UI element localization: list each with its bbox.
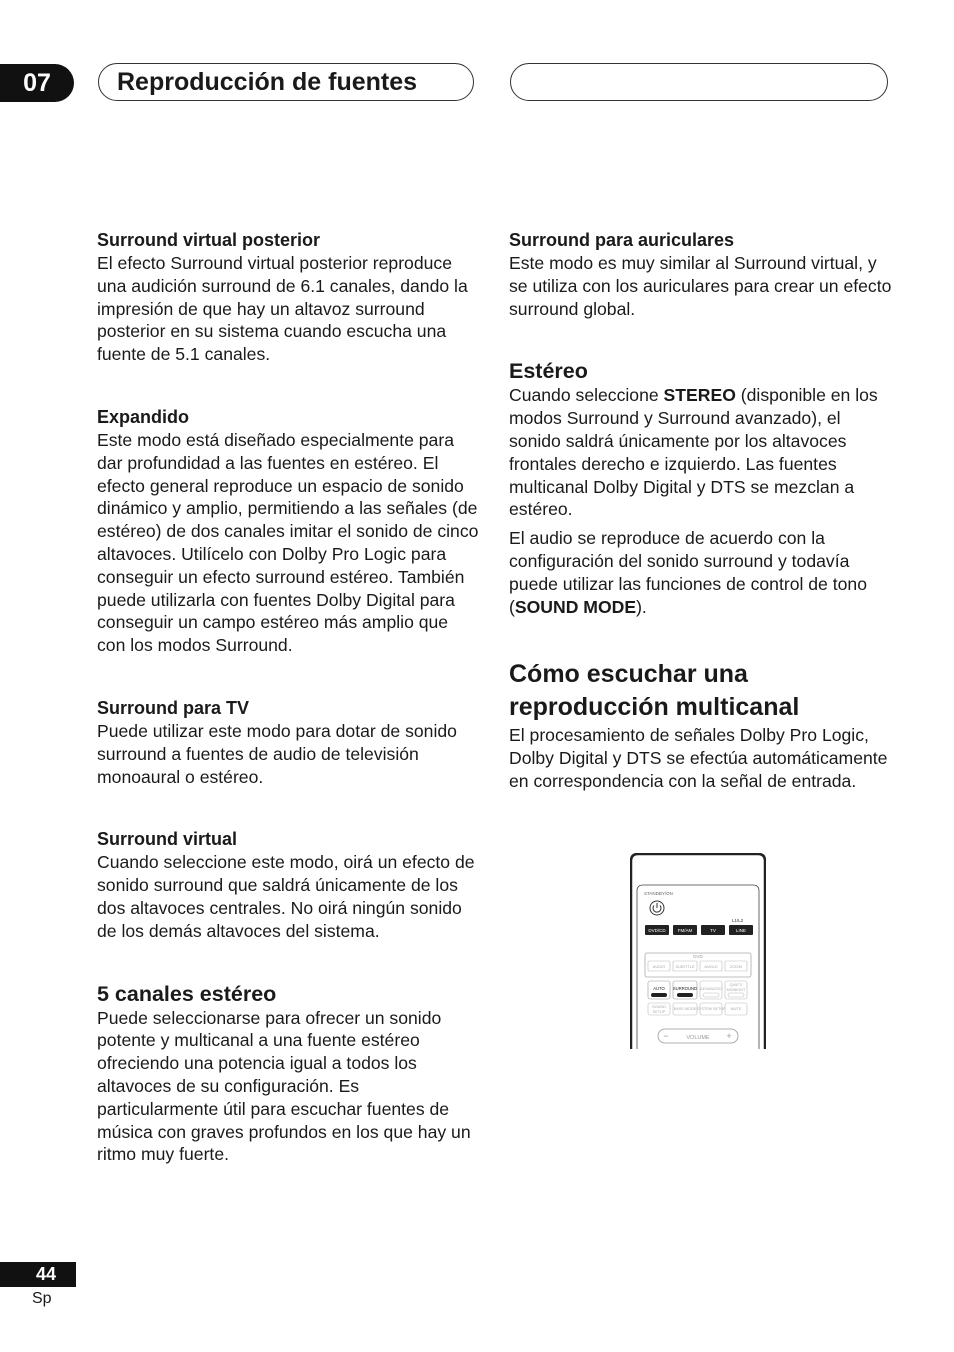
surround-virtual-posterior-heading: Surround virtual posterior <box>97 230 321 250</box>
cinco-canales-heading: 5 canales estéreo <box>97 981 277 1006</box>
svg-text:QUIET/: QUIET/ <box>729 983 743 987</box>
svg-text:SOUND: SOUND <box>652 1005 666 1009</box>
svg-text:AUDIO: AUDIO <box>652 964 666 969</box>
svg-text:DVD: DVD <box>693 954 703 959</box>
svg-text:LINE: LINE <box>735 928 747 933</box>
header-blank-box <box>510 63 888 101</box>
svg-text:SURROUND: SURROUND <box>672 986 698 991</box>
surround-auriculares-text: Este modo es muy similar al Surround virtual, y se utiliza con los auriculares para crear un efecto surround global. <box>509 253 892 319</box>
svg-text:+: + <box>726 1031 732 1041</box>
surround-virtual-heading: Surround virtual <box>97 829 238 850</box>
surround-virtual-posterior-text: El efecto Surround virtual posterior reproduce una audición surround de 6.1 canales, dando la impresión de que hay un altavoz surround posterior en su sistema cuando escucha una fuente de 5.1 canales. <box>97 253 468 365</box>
estereo-paragraph-1: Cuando seleccione STEREO (disponible en los modos Surround y Surround avanzado), el sonido saldrá únicamente por los altavoces frontales derecho e izquierdo. Las fuentes multicanal Dolby Digital y DTS se mezclan a estéreo. <box>509 385 878 520</box>
svg-text:SYSTEM SETUP: SYSTEM SETUP <box>696 1007 726 1011</box>
svg-text:STANDBY/ON: STANDBY/ON <box>644 891 673 896</box>
svg-text:TV: TV <box>710 928 716 933</box>
svg-text:DVD/CD: DVD/CD <box>648 928 666 933</box>
chapter-title-text: Reproducción de fuentes <box>117 67 418 96</box>
expandido-heading: Expandido <box>97 406 190 427</box>
expandido-text: Este modo está diseñado especialmente para dar profundidad a las fuentes en estéreo. El efecto general reproduce un espacio de sonido dinámico y amplio, permitiendo a las señales (de estéreo) de dos canales imitar el sonido de cinco altavoces. Utilícelo con Dolby Pro Logic para conseguir un efecto surround estéreo. También puede utilizarla con fuentes Dolby Digital para conseguir un campo estéreo más amplio que con los modos Surround. <box>97 429 479 656</box>
cinco-canales-text: Puede seleccionarse para ofrecer un sonido potente y multicanal a una fuente estéreo ofreciendo una potencia igual a todos los altavoces de su configuración. Es particularmente útil para escuchar fuentes de música con graves profundos en los que hay un ritmo muy fuerte. <box>97 1007 471 1165</box>
multicanal-text: El procesamiento de señales Dolby Pro Logic, Dolby Digital y DTS se efectúa automáticamente en correspondencia con la señal de entrada. <box>509 725 888 791</box>
remote-control-illustration <box>630 853 766 1049</box>
chapter-number: 07 <box>0 64 74 102</box>
svg-text:−: − <box>663 1031 669 1041</box>
surround-virtual-text: Cuando seleccione este modo, oirá un efecto de sonido surround que saldrá únicamente de los dos altavoces centrales. No oirá ningún sonido de los demás altavoces del sistema. <box>97 852 475 941</box>
svg-text:SETUP: SETUP <box>652 1010 666 1014</box>
svg-text:ZOOM: ZOOM <box>730 964 742 969</box>
svg-text:VOLUME: VOLUME <box>686 1035 710 1041</box>
svg-text:ANGLE: ANGLE <box>704 964 718 969</box>
left-column <box>97 229 481 1166</box>
language-code: Sp <box>32 1290 52 1307</box>
estereo-paragraph-2: El audio se reproduce de acuerdo con la configuración del sonido surround y todavía puede utilizar las funciones de control de tono (SOUND MODE). <box>509 528 867 617</box>
svg-text:BASS MODE: BASS MODE <box>673 1007 697 1011</box>
chapter-title <box>98 63 474 101</box>
estereo-heading: Estéreo <box>509 359 588 384</box>
surround-tv-text: Puede utilizar este modo para dotar de sonido surround a fuentes de audio de televisión monoaural o estéreo. <box>97 720 457 787</box>
svg-text:MUTE: MUTE <box>730 1007 742 1011</box>
svg-text:SUBTITLE: SUBTITLE <box>675 964 695 969</box>
svg-text:MIDNIGHT: MIDNIGHT <box>726 988 746 992</box>
surround-tv-heading: Surround para TV <box>97 697 250 718</box>
svg-text:ADVANCED: ADVANCED <box>700 986 722 991</box>
svg-text:AUTO: AUTO <box>653 986 665 991</box>
right-column <box>509 229 893 793</box>
multicanal-heading: Cómo escuchar una reproducción multicanal <box>509 660 800 722</box>
surround-auriculares-heading: Surround para auriculares <box>509 230 735 250</box>
svg-text:FM/AM: FM/AM <box>677 928 693 933</box>
svg-text:L1/L2: L1/L2 <box>732 918 744 923</box>
page-number: 44 <box>0 1262 76 1287</box>
